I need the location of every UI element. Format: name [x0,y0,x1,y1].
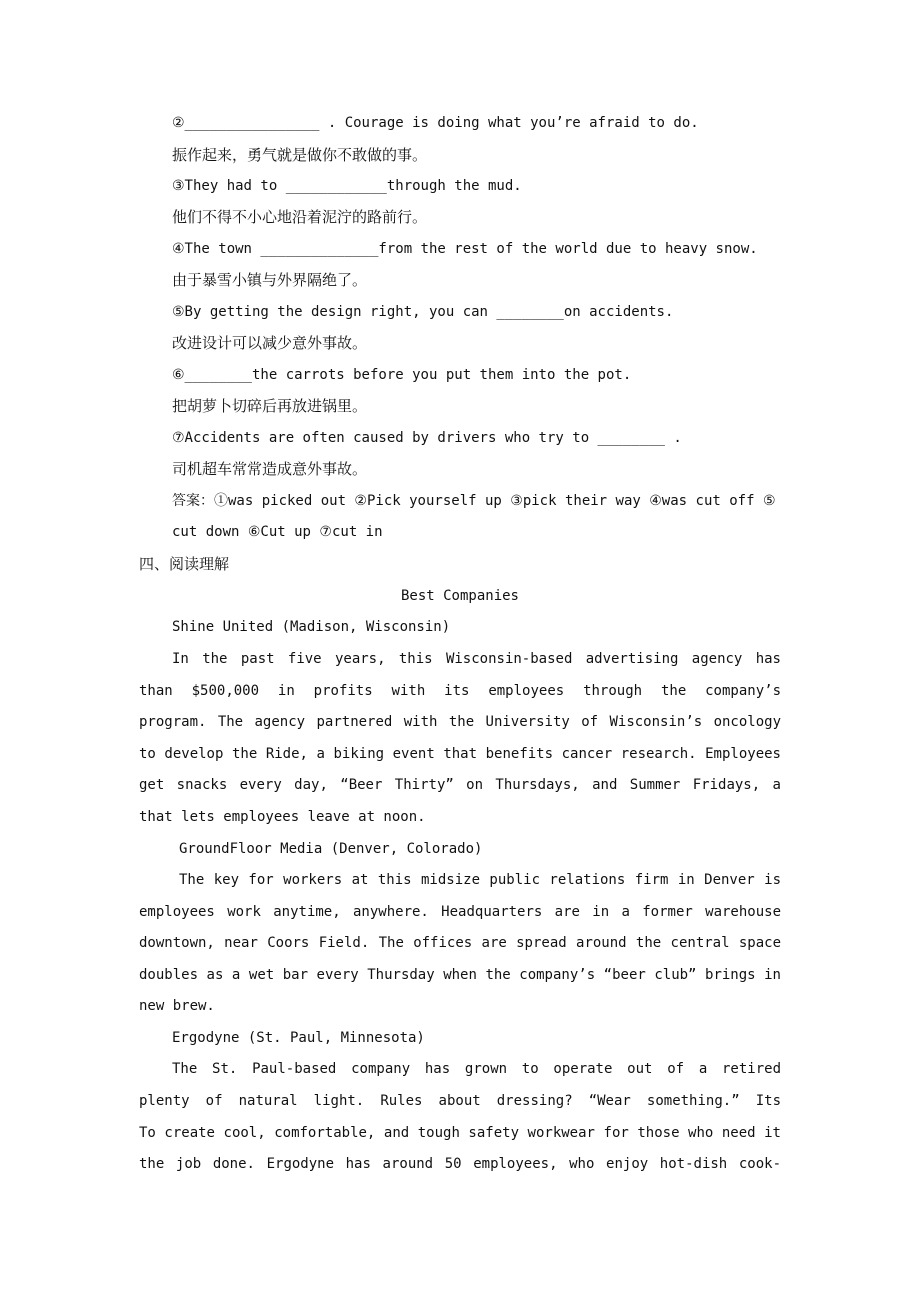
company-name: Shine United (Madison, Wisconsin) [172,619,451,635]
exercise-item-4-en: ④The town ______________from the rest of the world due to heavy snow. [172,241,758,257]
exercise-item-2-en: ②________________ . Courage is doing what you’re afraid to do. [172,115,699,131]
paragraph-line: In the past five years, this Wisconsin-based advertising agency has [172,651,781,667]
exercise-item-6-en: ⑥________the carrots before you put them into the pot. [172,367,632,383]
answer-key-line-1: 答案：①was picked out ②Pick yourself up ③pick their way ④was cut off ⑤ [172,493,776,509]
paragraph-line: doubles as a wet bar every Thursday when the company’s “beer club” brings in [139,967,781,983]
section-heading: 四、阅读理解 [139,555,230,573]
paragraph-line: employees work anytime, anywhere. Headquarters are in a former warehouse [139,904,781,920]
paragraph-line: to develop the Ride, a biking event that benefits cancer research. Employees [139,746,781,762]
paragraph-line: To create cool, comfortable, and tough safety workwear for those who need it [139,1125,781,1141]
exercise-item-4-cn: 由于暴雪小镇与外界隔绝了。 [172,271,368,289]
company-name: GroundFloor Media (Denver, Colorado) [179,841,483,857]
paragraph-line: plenty of natural light. Rules about dressing? “Wear something.” Its [139,1093,781,1109]
exercise-item-5-en: ⑤By getting the design right, you can ________on accidents. [172,304,674,320]
paragraph-line: than $500,000 in profits with its employees through the company’s [139,683,781,699]
paragraph-line: the job done. Ergodyne has around 50 employees, who enjoy hot-dish cook- [139,1156,781,1172]
paragraph-line: downtown, near Coors Field. The offices are spread around the central space [139,935,781,951]
answer-key-line-2: cut down ⑥Cut up ⑦cut in [172,524,383,540]
paragraph-line: new brew. [139,998,215,1014]
exercise-item-3-cn: 他们不得不小心地沿着泥泞的路前行。 [172,208,428,226]
exercise-item-2-cn: 振作起来，勇气就是做你不敢做的事。 [172,146,428,164]
paragraph-line: The key for workers at this midsize public relations firm in Denver is [179,872,781,888]
exercise-item-7-cn: 司机超车常常造成意外事故。 [172,460,368,478]
exercise-item-6-cn: 把胡萝卜切碎后再放进锅里。 [172,397,368,415]
exercise-item-3-en: ③They had to ____________through the mud. [172,178,522,194]
article-title: Best Companies [400,588,519,604]
paragraph-line: The St. Paul-based company has grown to operate out of a retired [172,1061,781,1077]
paragraph-line: program. The agency partnered with the University of Wisconsin’s oncology [139,714,781,730]
exercise-item-7-en: ⑦Accidents are often caused by drivers who try to ________ . [172,430,682,446]
company-name: Ergodyne (St. Paul, Minnesota) [172,1030,425,1046]
paragraph-line: that lets employees leave at noon. [139,809,426,825]
paragraph-line: get snacks every day, “Beer Thirty” on Thursdays, and Summer Fridays, a [139,777,781,793]
exercise-item-5-cn: 改进设计可以减少意外事故。 [172,334,368,352]
